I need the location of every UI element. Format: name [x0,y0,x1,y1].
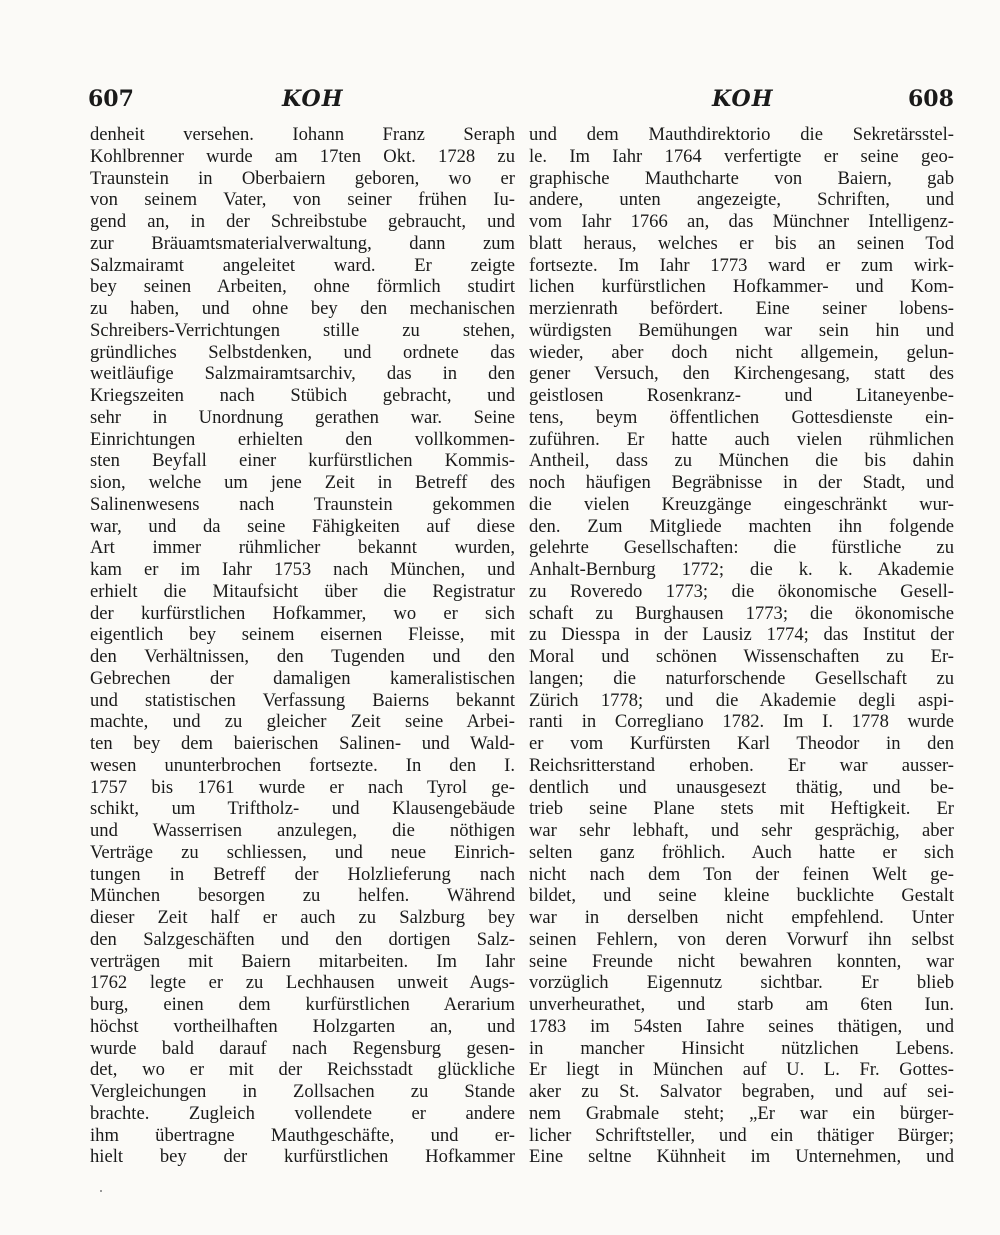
text-line: schaft zu Burghausen 1773; die ökonomische [529,602,954,624]
text-line: gelehrte Gesellschaften: die fürstliche zu [529,537,954,559]
text-line: München besorgen zu helfen. Während [90,885,515,907]
text-line: noch häufigen Begräbnisse in der Stadt, und [529,472,954,493]
text-line: Zürich 1778; und die Akademie degli aspi- [529,689,954,711]
text-line: zu Diesspa in der Lausiz 1774; das Institut der [529,624,954,646]
text-line: sten Beyfall einer kurfürstlichen Kommis- [90,450,515,472]
text-line: blatt heraus, welches er bis an seinen Tod [529,232,954,254]
text-line: Salzmairamt angeleitet ward. Er zeigte [90,254,515,276]
text-line: sehr in Unordnung gerathen war. Seine [90,406,515,428]
text-line: verträgen mit Baiern mitarbeiten. Im Iahr [90,950,515,972]
text-line: tens, beym öffentlichen Gottesdienste ein- [529,406,954,428]
text-line: brachte. Zugleich vollendete er andere [90,1102,515,1124]
text-line: gend an, in der Schreibstube gebraucht, und [90,211,515,232]
text-line: weitläufige Salzmairamtsarchiv, das in den [90,363,515,385]
text-line: zur Bräuamtsmaterialverwaltung, dann zum [90,232,515,254]
text-line: den Salzgeschäften und den dortigen Salz- [90,928,515,950]
text-line: gener Versuch, den Kirchengesang, statt des [529,363,954,385]
text-line: vom Iahr 1766 an, das Münchner Intelligenz- [529,211,954,232]
text-column-right [529,124,954,1168]
text-line: Kohlbrenner wurde am 17ten Okt. 1728 zu [90,145,515,167]
text-line: wieder, aber doch nicht allgemein, gelun- [529,341,954,363]
text-line: war sehr lebhaft, und sehr gesprächig, aber [529,820,954,841]
text-line: war, und da seine Fähigkeiten auf diese [90,515,515,537]
text-line: und Wasserrisen anzulegen, die nöthigen [90,820,515,841]
text-line: eigentlich bey seinem eisernen Fleisse, mit [90,624,515,646]
text-line: graphische Mauthcharte von Baiern, gab [529,167,954,189]
text-line: vorzüglich Eigennutz sichtbar. Er blieb [529,972,954,994]
running-head-right: KOH [712,86,774,112]
text-line: Schreibers-Verrichtungen stille zu stehen, [90,319,515,341]
text-line: wurde bald darauf nach Regensburg gesen- [90,1037,515,1059]
text-line: Reichsritterstand erhoben. Er war ausser- [529,754,954,776]
text-line: seine Freunde nicht bewahren konnten, war [529,950,954,972]
page-number-left: 607 [88,86,134,112]
text-line: Antheil, dass zu München die bis dahin [529,450,954,472]
text-line: nicht nach dem Ton der feinen Welt ge- [529,863,954,885]
text-line: von seinem Vater, von seiner frühen Iu- [90,189,515,211]
text-line: Er liegt in München auf U. L. Fr. Gottes- [529,1059,954,1081]
text-line: aker zu St. Salvator begraben, und auf sei- [529,1081,954,1102]
text-line: Kriegszeiten nach Stübich gebracht, und [90,385,515,406]
text-line: ten bey dem baierischen Salinen- und Wald- [90,733,515,754]
text-line: die vielen Kreuzgänge eingeschränkt wur- [529,493,954,515]
text-line: Anhalt-Bernburg 1772; die k. k. Akademie [529,559,954,580]
text-line: 1783 im 54sten Iahre seines thätigen, und [529,1015,954,1037]
text-line: gründliches Selbstdenken, und ordnete das [90,341,515,363]
text-line: Eine seltne Kühnheit im Unternehmen, und [529,1146,954,1168]
text-line: burg, einen dem kurfürstlichen Aerarium [90,994,515,1015]
text-line: ranti in Corregliano 1782. Im I. 1778 wurde [529,711,954,733]
text-line: zu haben, und ohne bey den mechanischen [90,298,515,319]
text-line: Gebrechen der damaligen kameralistischen [90,667,515,689]
text-line: der kurfürstlichen Hofkammer, wo er sich [90,602,515,624]
text-line: andere, unten angezeigte, Schriften, und [529,189,954,211]
text-line: zu Roveredo 1773; die ökonomische Gesell- [529,580,954,602]
text-line: war in derselben nicht empfehlend. Unter [529,907,954,928]
paper-speck [100,1190,102,1192]
text-line: zuführen. Er hatte auch vielen rühmlichen [529,428,954,450]
text-line: hielt bey der kurfürstlichen Hofkammer [90,1146,515,1168]
text-line: und dem Mauthdirektorio die Sekretärsstel- [529,124,954,145]
text-line: det, wo er mit der Reichsstadt glückliche [90,1059,515,1081]
text-line: Traunstein in Oberbaiern geboren, wo er [90,167,515,189]
text-line: in mancher Hinsicht nützlichen Lebens. [529,1037,954,1059]
text-line: Verträge zu schliessen, und neue Einrich- [90,841,515,863]
text-line: selten ganz fröhlich. Auch hatte er sich [529,841,954,863]
text-line: bildet, und seine kleine bucklichte Gestalt [529,885,954,907]
text-line: ihm übertragne Mauthgeschäfte, und er- [90,1124,515,1146]
text-line: sion, welche um jene Zeit in Betreff des [90,472,515,493]
text-line: bey seinen Arbeiten, ohne förmlich studirt [90,276,515,298]
text-line: Art immer rühmlicher bekannt wurden, [90,537,515,559]
text-line: seinen Fehlern, von deren Vorwurf ihn selbst [529,928,954,950]
text-line: dieser Zeit half er auch zu Salzburg bey [90,907,515,928]
text-line: würdigsten Bemühungen war sein hin und [529,319,954,341]
text-line: Einrichtungen erhielten den vollkommen- [90,428,515,450]
text-line: denheit versehen. Iohann Franz Seraph [90,124,515,145]
text-line: trieb seine Plane stets mit Heftigkeit. Er [529,798,954,820]
text-line: und statistischen Verfassung Baierns bekannt [90,689,515,711]
running-head-left: KOH [282,86,344,112]
text-line: unverheurathet, und starb am 6ten Iun. [529,994,954,1015]
text-line: schikt, um Triftholz- und Klausengebäude [90,798,515,820]
text-line: Moral und schönen Wissenschaften zu Er- [529,646,954,667]
text-column-left [90,124,515,1168]
text-line: den. Zum Mitgliede machten ihn folgende [529,515,954,537]
text-line: machte, und zu gleicher Zeit seine Arbei- [90,711,515,733]
text-line: kam er im Iahr 1753 nach München, und [90,559,515,580]
text-line: le. Im Iahr 1764 verfertigte er seine geo- [529,145,954,167]
text-line: Vergleichungen in Zollsachen zu Stande [90,1081,515,1102]
page-number-right: 608 [908,86,954,112]
text-line: nem Grabmale steht; „Er war ein bürger- [529,1102,954,1124]
text-line: höchst vortheilhaften Holzgarten an, und [90,1015,515,1037]
text-line: wesen ununterbrochen fortsezte. In den I. [90,754,515,776]
text-line: merzienrath befördert. Eine seiner lobens- [529,298,954,319]
text-line: dentlich und unausgesezt thätig, und be- [529,776,954,798]
text-line: licher Schriftsteller, und ein thätiger Bürger; [529,1124,954,1146]
text-line: 1762 legte er zu Lechhausen unweit Augs- [90,972,515,994]
text-line: den Verhältnissen, den Tugenden und den [90,646,515,667]
text-line: tungen in Betreff der Holzlieferung nach [90,863,515,885]
text-line: 1757 bis 1761 wurde er nach Tyrol ge- [90,776,515,798]
text-line: erhielt die Mitaufsicht über die Registratur [90,580,515,602]
text-line: langen; die naturforschende Gesellschaft zu [529,667,954,689]
text-line: er vom Kurfürsten Karl Theodor in den [529,733,954,754]
text-line: lichen kurfürstlichen Hofkammer- und Kom- [529,276,954,298]
text-line: geistlosen Rosenkranz- und Litaneyenbe- [529,385,954,406]
text-line: Salinenwesens nach Traunstein gekommen [90,493,515,515]
text-line: fortsezte. Im Iahr 1773 ward er zum wirk- [529,254,954,276]
